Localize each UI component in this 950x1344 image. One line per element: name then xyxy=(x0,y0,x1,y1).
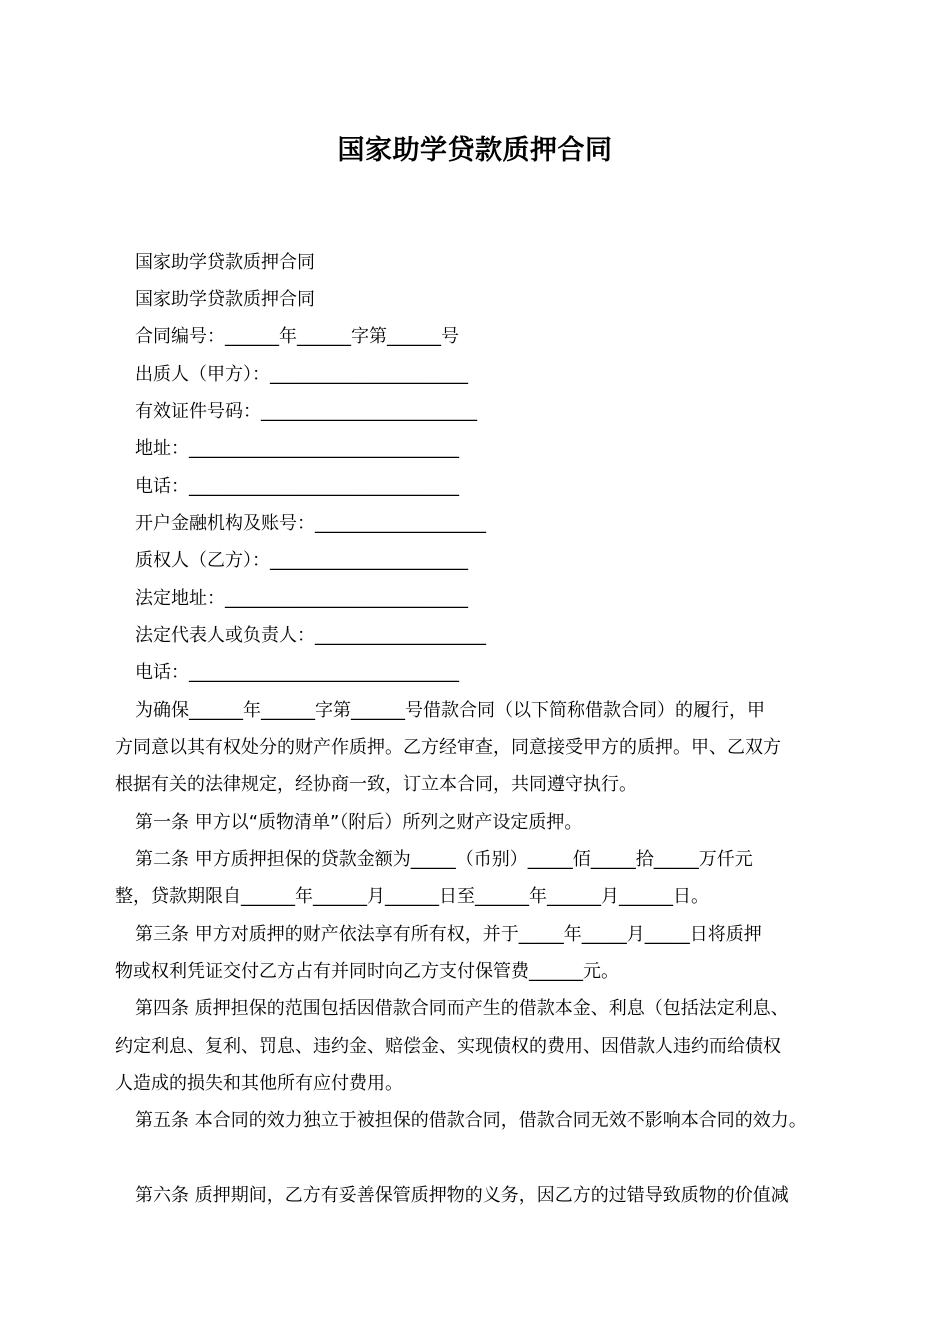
article-4-line-1: 第四条 质押担保的范围包括因借款合同而产生的借款本金、利息（包括法定利息、 xyxy=(135,998,789,1019)
pledgee-line: 质权人（乙方）：______________________ xyxy=(135,550,468,571)
id-number-line: 有效证件号码：________________________ xyxy=(135,401,477,422)
document-title: 国家助学贷款质押合同 xyxy=(337,135,613,166)
article-2-line-1: 第二条 甲方质押担保的贷款金额为_____（币别）_____佰_____拾_____万仟元 xyxy=(135,849,753,870)
preamble-line-3: 根据有关的法律规定，经协商一致，订立本合同，共同遵守执行。 xyxy=(115,774,637,795)
article-1-line-1: 第一条 甲方以“质物清单”（附后）所列之财产设定质押。 xyxy=(135,812,583,833)
article-3-line-1: 第三条 甲方对质押的财产依法享有所有权，并于_____年_____月_____日将质押 xyxy=(135,924,762,945)
pledgor-line: 出质人（甲方）：______________________ xyxy=(135,364,468,385)
preamble-line-1: 为确保______年______字第______号借款合同（以下简称借款合同）的履行，甲 xyxy=(135,700,765,721)
article-3-line-2: 物或权利凭证交付乙方占有并同时向乙方支付保管费______元。 xyxy=(115,961,619,982)
bank-account-line: 开户金融机构及账号：___________________ xyxy=(135,513,486,534)
phone-line-1: 电话：______________________________ xyxy=(135,476,459,497)
subtitle-line-2: 国家助学贷款质押合同 xyxy=(135,289,315,310)
article-6-line-1: 第六条 质押期间，乙方有妥善保管质押物的义务，因乙方的过错导致质物的价值减 xyxy=(135,1185,789,1206)
subtitle-line-1: 国家助学贷款质押合同 xyxy=(135,252,315,273)
address-line: 地址：______________________________ xyxy=(135,438,459,459)
phone-line-2: 电话：______________________________ xyxy=(135,662,459,683)
preamble-line-2: 方同意以其有权处分的财产作质押。乙方经审查，同意接受甲方的质押。甲、乙双方 xyxy=(115,737,781,758)
article-4-line-2: 约定利息、复利、罚息、违约金、赔偿金、实现债权的费用、因借款人违约而给债权 xyxy=(115,1036,781,1057)
article-2-line-2: 整，贷款期限自______年______月______日至______年______月______日。 xyxy=(115,886,709,907)
contract-number-line: 合同编号：______年______字第______号 xyxy=(135,326,459,347)
article-4-line-3: 人造成的损失和其他所有应付费用。 xyxy=(115,1073,403,1094)
representative-line: 法定代表人或负责人：___________________ xyxy=(135,625,486,646)
legal-address-line: 法定地址：___________________________ xyxy=(135,588,468,609)
article-5-line-1: 第五条 本合同的效力独立于被担保的借款合同，借款合同无效不影响本合同的效力。 xyxy=(135,1110,807,1131)
